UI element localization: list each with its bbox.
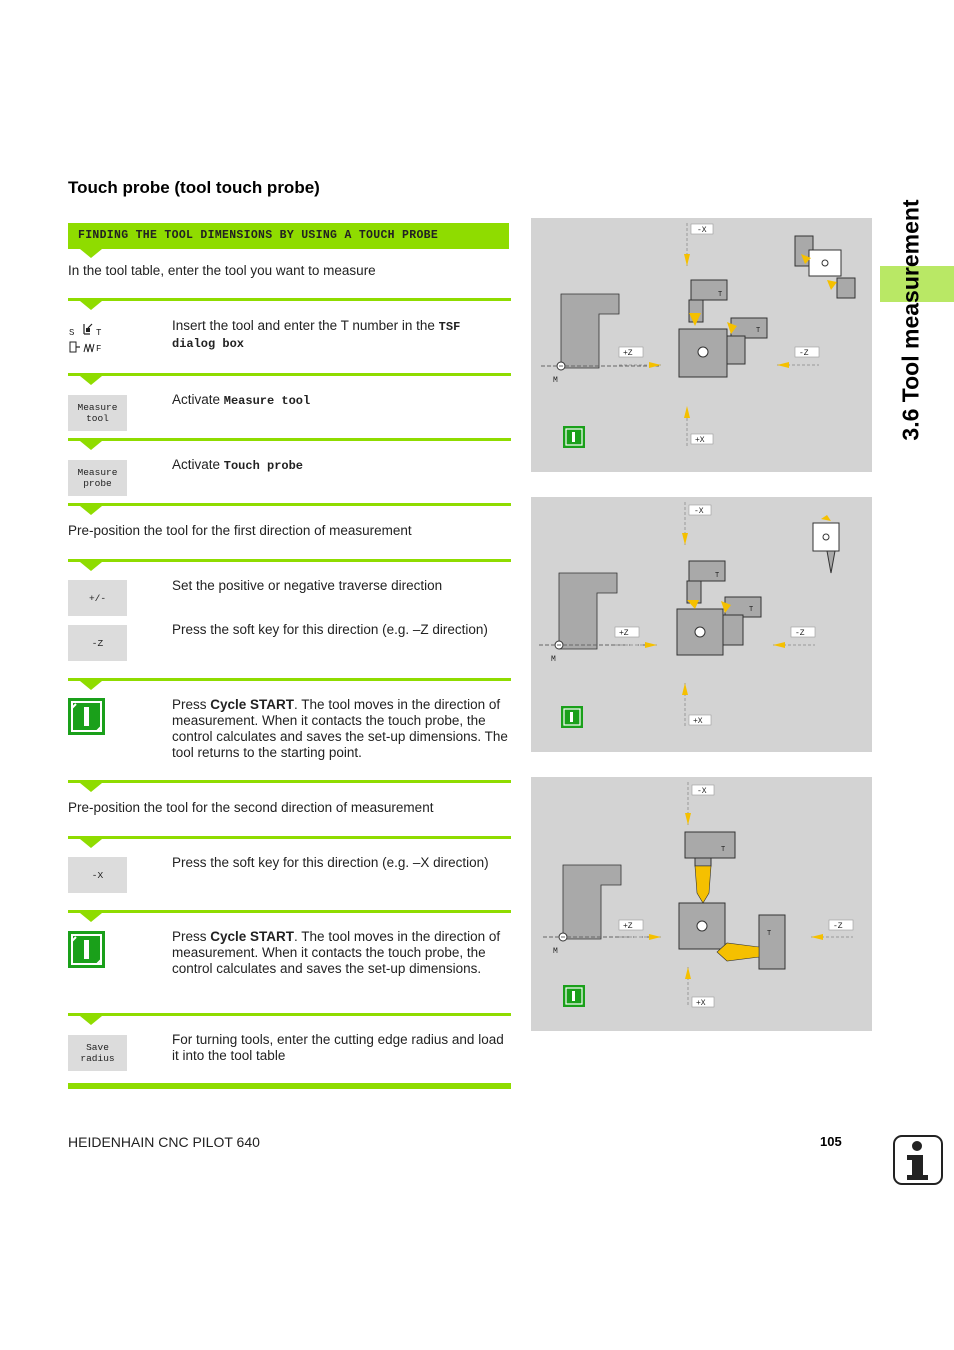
step-6-text: Press Cycle START. The tool moves in the direction of measurement. When it contacts the touch probe, the control calculates and saves the set-up dimensions. The tool returns to the starting point. [172, 697, 508, 760]
save-radius-softkey[interactable]: Save radius [68, 1035, 127, 1071]
divider [68, 559, 511, 562]
plus-minus-softkey[interactable]: +/- [68, 580, 127, 616]
step-arrow [80, 913, 102, 922]
divider [68, 780, 511, 783]
label-m: M [553, 376, 558, 385]
label-plus-x: +X [693, 717, 703, 726]
label-t: T [767, 930, 772, 938]
label-plus-x: +X [696, 999, 706, 1008]
step-arrow [80, 441, 102, 450]
label-minus-z: -Z [833, 922, 843, 931]
step-arrow [80, 839, 102, 848]
page-number: 105 [820, 1134, 842, 1149]
section-title: Touch probe (tool touch probe) [68, 178, 320, 197]
label-minus-z: -Z [795, 629, 805, 638]
cycle-start-icon [68, 698, 105, 735]
label-m: M [553, 947, 558, 956]
divider [68, 438, 511, 441]
chapter-title: 3.6 Tool measurement [897, 199, 924, 441]
tsf-t-label: T [96, 328, 102, 338]
step-3-text: Activate Touch probe [172, 457, 303, 473]
label-minus-x: -X [697, 787, 707, 796]
step-intro: In the tool table, enter the tool you want to measure [68, 263, 376, 278]
preposition-1-text: Pre-position the tool for the first direction of measurement [68, 523, 412, 538]
diagram-panel-3 [531, 777, 872, 1031]
step-1-text: Insert the tool and enter the T number in the TSF dialog box [172, 318, 461, 351]
diagram-panel-1 [531, 218, 872, 472]
step-7-text: Press the soft key for this direction (e.g. –X direction) [172, 855, 489, 870]
minus-z-softkey[interactable]: -Z [68, 625, 127, 661]
label-plus-z: +Z [619, 629, 629, 638]
label-t: T [756, 327, 761, 335]
divider [68, 503, 511, 506]
minus-x-softkey[interactable]: -X [68, 857, 127, 893]
measure-tool-softkey[interactable]: Measure tool [68, 395, 127, 431]
label-plus-x: +X [695, 436, 705, 445]
measure-probe-softkey[interactable]: Measure probe [68, 460, 127, 496]
divider [68, 836, 511, 839]
info-icon [893, 1135, 943, 1185]
label-t: T [721, 846, 726, 854]
step-4-text: Set the positive or negative traverse direction [172, 578, 443, 593]
tsf-softkey-icon[interactable] [68, 318, 106, 358]
step-arrow [80, 562, 102, 571]
step-2-text: Activate Measure tool [172, 392, 311, 408]
label-minus-x: -X [697, 226, 707, 235]
label-minus-x: -X [694, 507, 704, 516]
step-5-text: Press the soft key for this direction (e.g. –Z direction) [172, 622, 488, 637]
step-8-text: Press Cycle START. The tool moves in the direction of measurement. When it contacts the touch probe, the control calculates and saves the set-up dimensions. [172, 929, 501, 976]
label-t: T [718, 291, 723, 299]
step-arrow [80, 249, 102, 258]
divider [68, 678, 511, 681]
procedure-header [68, 223, 509, 249]
procedure-header-text: FINDING THE TOOL DIMENSIONS BY USING A TOUCH PROBE [78, 229, 439, 242]
step-arrow [80, 783, 102, 792]
diagram-panel-2 [531, 497, 872, 752]
step-9-text: For turning tools, enter the cutting edge radius and load it into the tool table [172, 1032, 504, 1063]
preposition-2-text: Pre-position the tool for the second direction of measurement [68, 800, 434, 815]
footer-manual-name: HEIDENHAIN CNC PILOT 640 [68, 1134, 260, 1150]
divider [68, 1013, 511, 1016]
tsf-s-label: S [69, 328, 75, 338]
divider [68, 373, 511, 376]
end-divider [68, 1083, 511, 1089]
step-arrow [80, 1016, 102, 1025]
step-arrow [80, 681, 102, 690]
label-t: T [749, 606, 754, 614]
step-arrow [80, 376, 102, 385]
tsf-f-label: F [96, 344, 102, 354]
divider [68, 910, 511, 913]
label-plus-z: +Z [623, 349, 633, 358]
cycle-start-icon [68, 931, 105, 968]
label-t: T [715, 572, 720, 580]
label-m: M [551, 655, 556, 664]
step-arrow [80, 301, 102, 310]
divider [68, 298, 511, 301]
label-minus-z: -Z [799, 349, 809, 358]
label-plus-z: +Z [623, 922, 633, 931]
step-arrow [80, 506, 102, 515]
